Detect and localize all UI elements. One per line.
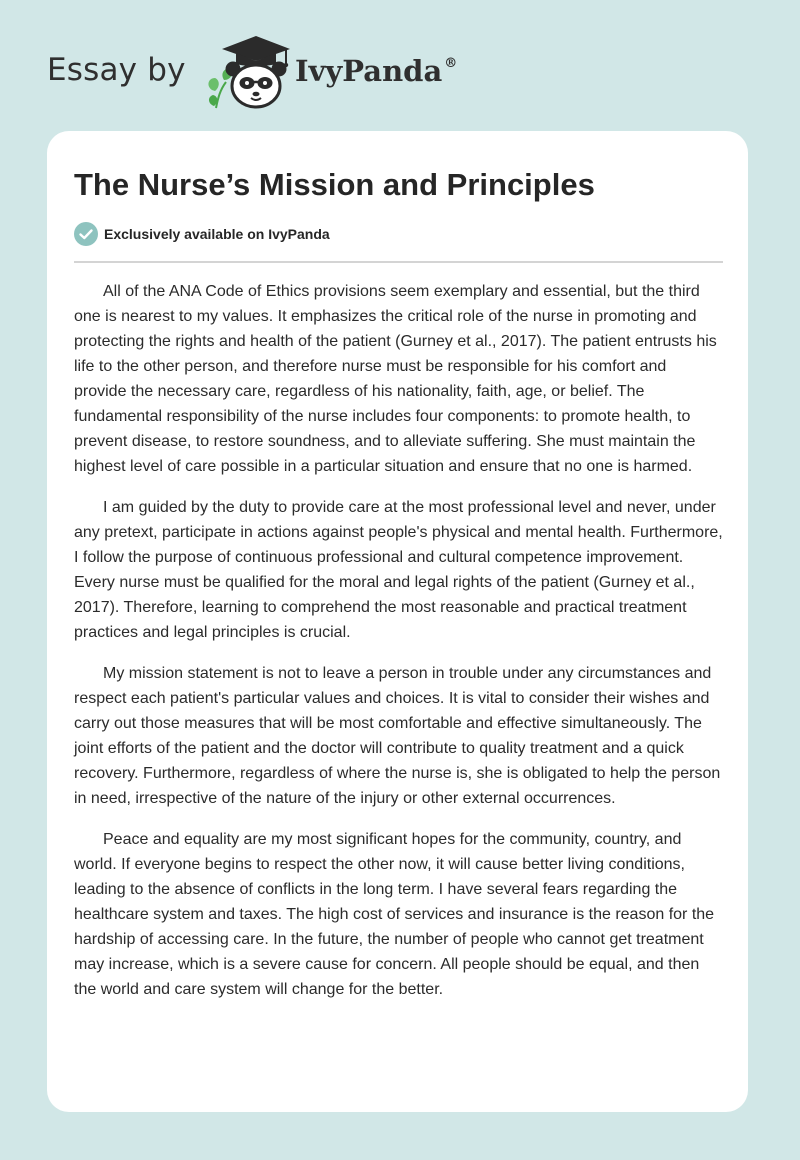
- site-header: [47, 34, 467, 114]
- brand-name[interactable]: [295, 54, 457, 88]
- check-circle-icon: [74, 222, 98, 246]
- title-divider: [74, 261, 723, 263]
- essay-paragraph: I am guided by the duty to provide care at the most professional level and never, under any pretext, participate in actions against people's physical and mental health. Furthermore, I follow the purpose of continuous professional and cultural competence improvement. Every nurse must be qualified for the moral and legal rights of the patient (Gurney et al., 2017). Therefore, learning to comprehend the most reasonable and practical treatment practices and legal principles is crucial.: [74, 499, 723, 641]
- brand-prefix: Essay by: [47, 52, 186, 88]
- registered-mark: ®: [444, 56, 458, 71]
- essay-card: [47, 131, 748, 1112]
- essay-paragraph: Peace and equality are my most significant hopes for the community, country, and world. If everyone begins to respect the other now, it will cause better living conditions, leading to the absence of conflicts in the long term. I have several fears regarding the healthcare system and taxes. The high cost of services and insurance is the reason for the hardship of accessing care. In the future, the number of people who cannot get treatment may increase, which is a severe cause for concern. All people should be equal, and then the world and care system will change for the better.: [74, 831, 715, 998]
- essay-paragraph: All of the ANA Code of Ethics provisions seem exemplary and essential, but the third one is nearest to my values. It emphasizes the critical role of the nurse in promoting and protecting the rights and health of the patient (Gurney et al., 2017). The patient entrusts his life to the other person, and therefore nurse must be responsible for his comfort and provide the necessary care, regardless of his nationality, faith, age, or belief. The fundamental responsibility of the nurse includes four components: to promote health, to prevent disease, to restore soundness, and to alleviate suffering. She must maintain the highest level of care possible in a particular situation and ensure that no one is harmed.: [74, 283, 717, 475]
- essay-body: [74, 279, 723, 1018]
- brand-name-text: IvyPanda: [295, 54, 443, 88]
- page-title: The Nurse’s Mission and Principles: [74, 167, 595, 202]
- exclusive-badge-label: Exclusively available on IvyPanda: [104, 226, 330, 242]
- essay-paragraph: My mission statement is not to leave a person in trouble under any circumstances and respect each patient's particular values and choices. It is vital to consider their wishes and carry out those measures that will be most comfortable and effective simultaneously. The joint efforts of the patient and the doctor will contribute to quality treatment and a quick recovery. Furthermore, regardless of where the nurse is, she is obligated to help the person in need, irrespective of the nature of the injury or other external occurrences.: [74, 665, 721, 807]
- panda-graduate-logo-icon[interactable]: [202, 34, 294, 110]
